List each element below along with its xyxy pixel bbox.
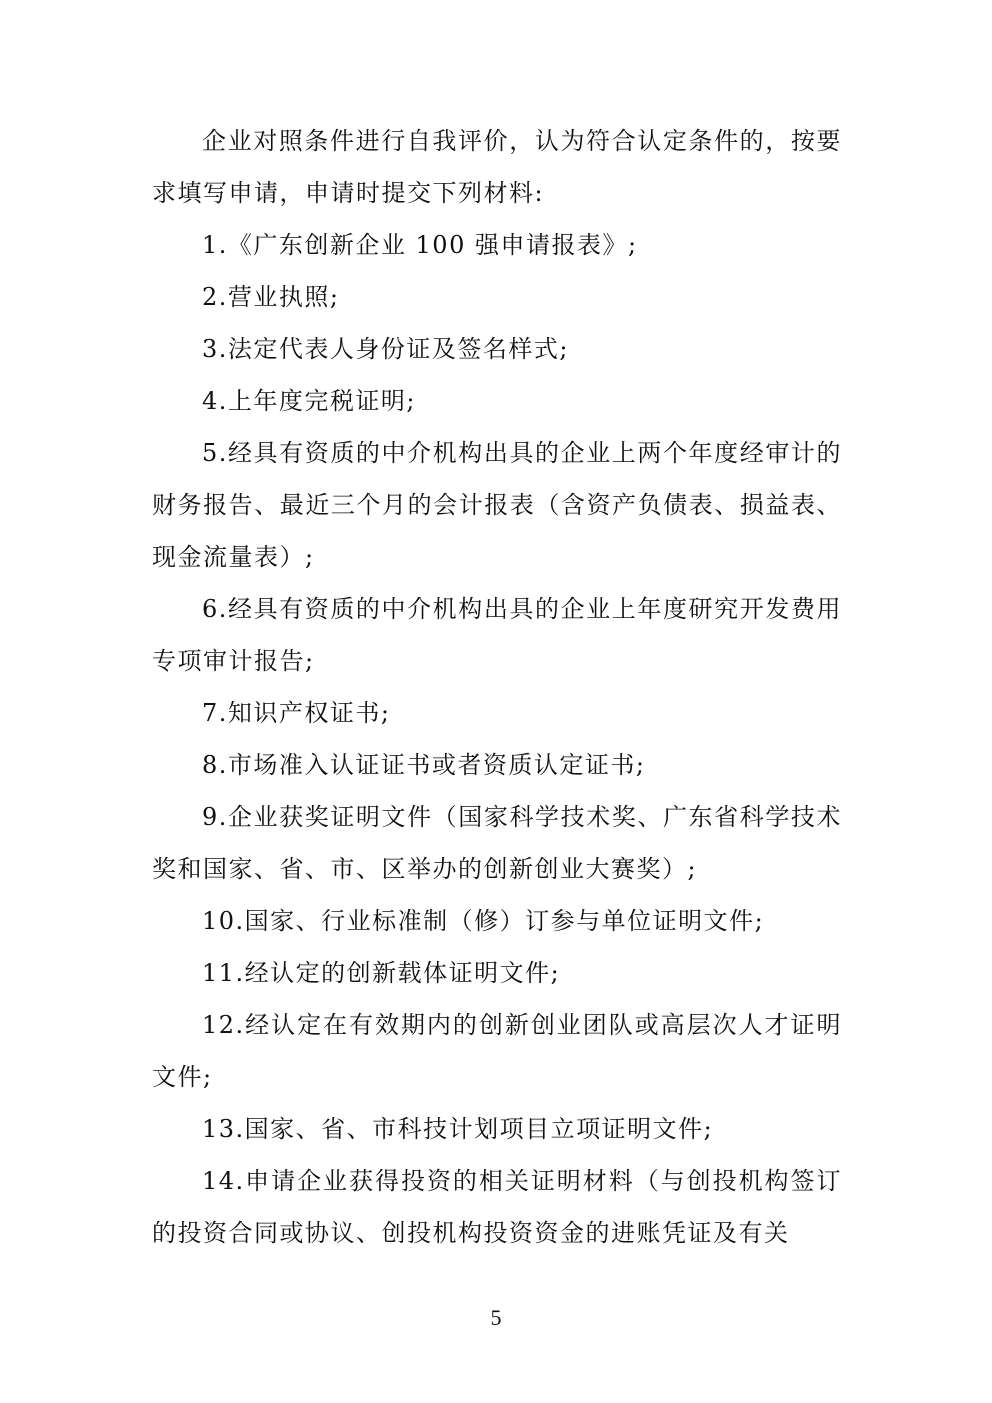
- list-item-6: 6.经具有资质的中介机构出具的企业上年度研究开发费用专项审计报告;: [152, 595, 842, 675]
- list-item-13: 13.国家、省、市科技计划项目立项证明文件;: [202, 1115, 714, 1143]
- intro-paragraph: 企业对照条件进行自我评价，认为符合认定条件的，按要求填写申请，申请时提交下列材料:: [152, 127, 842, 207]
- list-item-10: 10.国家、行业标准制（修）订参与单位证明文件;: [202, 907, 765, 935]
- page-number: 5: [490, 1305, 502, 1330]
- list-item-1: 1.《广东创新企业 100 强申请报表》;: [202, 231, 638, 259]
- document-body: [152, 115, 842, 1259]
- list-item-4: 4.上年度完税证明;: [202, 387, 416, 415]
- list-item-8: 8.市场准入认证证书或者资质认定证书;: [202, 751, 646, 779]
- list-item-12: 12.经认定在有效期内的创新创业团队或高层次人才证明文件;: [152, 1011, 842, 1091]
- list-item-5: 5.经具有资质的中介机构出具的企业上两个年度经审计的财务报告、最近三个月的会计报表（含资产负债表、损益表、现金流量表）;: [152, 439, 842, 571]
- list-item-14: 14.申请企业获得投资的相关证明材料（与创投机构签订的投资合同或协议、创投机构投资资金的进账凭证及有关: [152, 1167, 842, 1247]
- list-item-3: 3.法定代表人身份证及签名样式;: [202, 335, 569, 363]
- list-item-11: 11.经认定的创新载体证明文件;: [202, 959, 561, 987]
- list-item-2: 2.营业执照;: [202, 283, 340, 311]
- list-item-7: 7.知识产权证书;: [202, 699, 391, 727]
- list-item-9: 9.企业获奖证明文件（国家科学技术奖、广东省科学技术奖和国家、省、市、区举办的创新创业大赛奖）;: [152, 803, 842, 883]
